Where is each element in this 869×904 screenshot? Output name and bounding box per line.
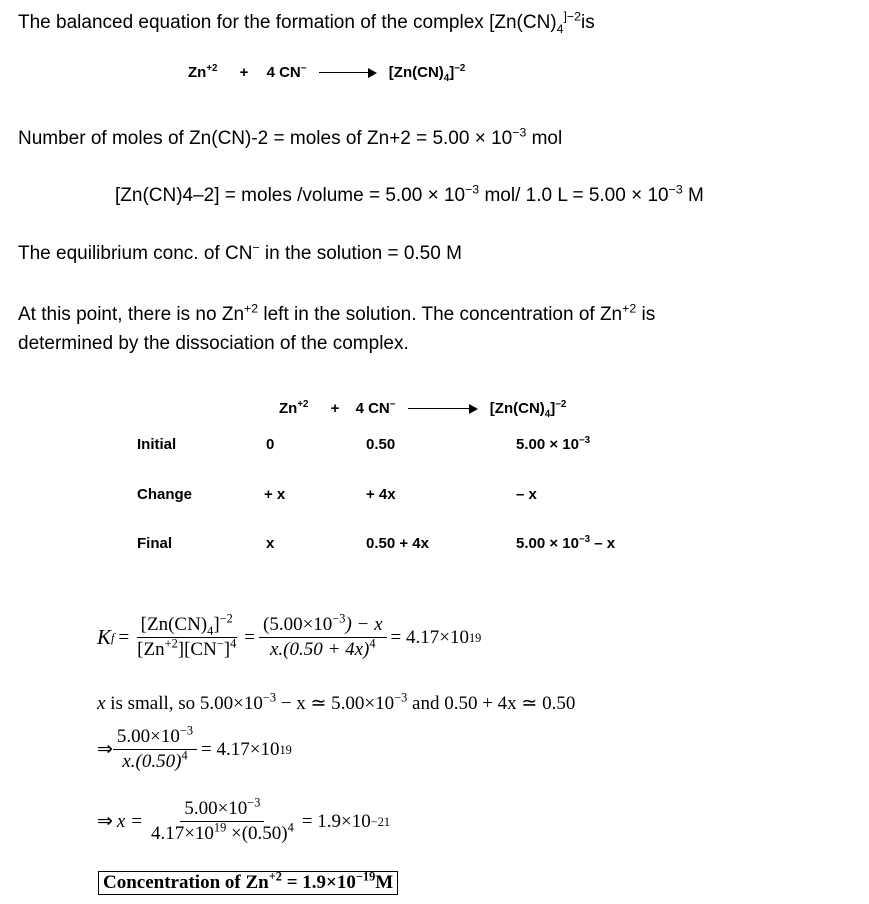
ice-cell-zn: 0: [266, 436, 275, 453]
moles-line: Number of moles of Zn(CN)-2 = moles of $Zn+2 = 5.00 \times 10^{-3}$ mol: [18, 125, 563, 149]
ice-cell-complex: $5.00 \times 10^{-3} - x$: [516, 534, 616, 552]
ice-cell-zn: + x: [264, 486, 286, 503]
ice-cell-cn: 0.50: [366, 436, 396, 453]
ice-cell-zn: x: [266, 535, 275, 552]
concentration-line: [Zn(CN)4–2] = moles /volume = $5.00 \times 10^{-3}$ mol/ 1.0 $L = 5.00 \times 10^{-3}$ M: [115, 182, 704, 206]
dissociation-paragraph: At this point, there is no $Zn^{+2}$ left in the solution. The concentration of $Zn^{+2}$ is determined by the dissociation of the complex.: [18, 301, 656, 354]
equilibrium-fraction: $\frac{(5.00\times 10^{-3}) - x}{x.(0.50 + 4x)^4}$: [259, 614, 387, 661]
arrow-icon: [408, 404, 478, 414]
intro-line: The balanced equation for the formation of the complex [$Zn(CN)_4^{]-2}is$: [18, 9, 595, 36]
ice-header-equation: $Zn^{+2} + 4$ CN− $[Zn(CN)_4]^{-2}$: [279, 399, 567, 420]
cn-equilibrium-line: The equilibrium conc. of CN− in the solution = 0.50 M: [18, 240, 462, 264]
implies-icon: ⇒: [97, 739, 113, 760]
ice-row-label: Change: [137, 486, 193, 503]
approximation-line: x is small, so $5.00\times 10^{-3} - x$ ≃ $5.00\times 10^{-3}$ and 0.50 + 4x ≃ 0.50: [97, 690, 576, 714]
ice-row-label: Initial: [137, 436, 177, 453]
arrow-icon: [319, 68, 377, 78]
kf-fraction: $\frac{[Zn(CN)_4]^{-2}}{[Zn^{+2}][CN^-]^4}$: [137, 611, 237, 660]
ice-cell-cn: 0.50 + 4x: [366, 535, 429, 552]
implies-step-1: ⇒ $\frac{5.00\times 10^{-3}}{x.(0.50)^4}$ = 4.17×10 19: [97, 723, 292, 772]
ice-cell-complex: $5.00 \times 10^{-3}$: [516, 435, 591, 453]
ice-row-label: Final: [137, 535, 173, 552]
kf-expression: K f = $\frac{[Zn(CN)_4]^{-2}}{[Zn^{+2}][CN^-]^4}$ = $\frac{(5.00\times 10^{-3}) - x}{x.(0.50 + 4x)^4}$ = 4.17×10 19: [97, 611, 482, 660]
ice-cell-complex: – x: [516, 486, 537, 503]
ice-cell-cn: + 4x: [366, 486, 396, 503]
implies-icon: ⇒: [97, 811, 113, 832]
final-answer-box: Concentration of $Zn^{+2} = 1.9\times 10^{-19}M$: [98, 871, 398, 895]
formation-equation: $Zn^{+2} + 4$ CN− $[Zn(CN)_4]^{-2}$: [188, 63, 466, 84]
implies-step-2: ⇒ x = $\frac{5.00\times 10^{-3}}{4.17\times 10^{19} \times(0.50)^4}$ = 1.9×10 −21: [97, 795, 391, 844]
